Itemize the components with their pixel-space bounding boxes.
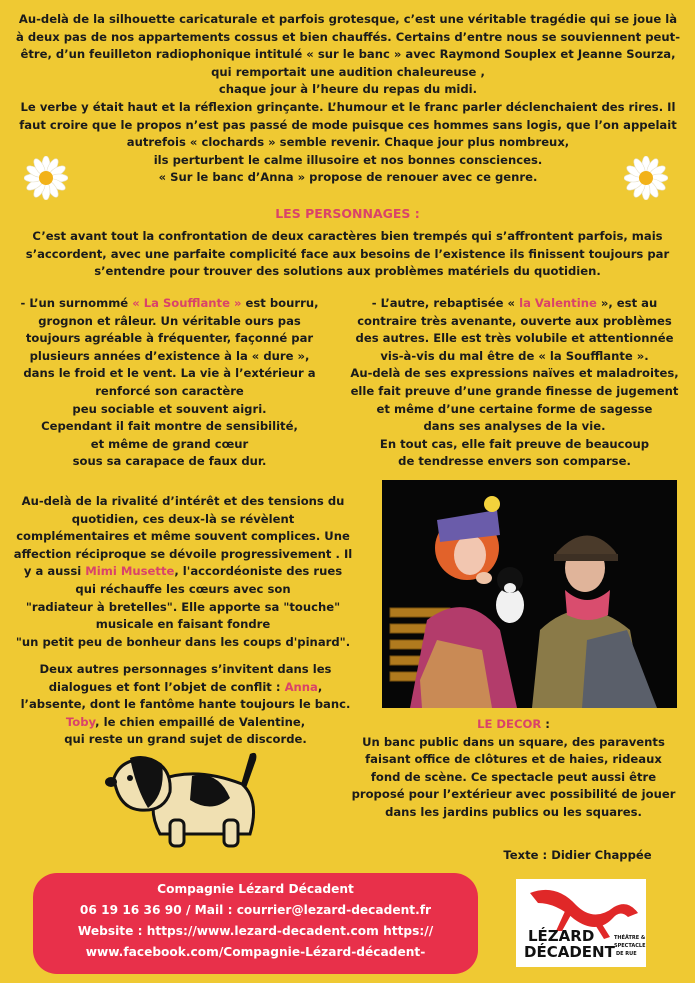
autres-line: l’absente, dont le fantôme hante toujours le banc. bbox=[20, 697, 351, 712]
valentine-line: vis-à-vis du mal être de « la Soufflante ». bbox=[380, 348, 649, 363]
intro-line: faut croire que le propos n’est pas passé de mode puisque ces hommes sans logis, que l’on appelait bbox=[19, 117, 677, 132]
valentine-line: En tout cas, elle fait preuve de beaucoup bbox=[379, 436, 650, 451]
text-credit: Texte : Didier Chappée bbox=[503, 848, 652, 862]
intro-line: être, d’un feuilleton radiophonique intitulé « sur le banc » avec Raymond Souplex et Jeanne Sourza, bbox=[20, 47, 676, 62]
daisy-left-icon bbox=[24, 156, 68, 200]
soufflante-prefix: - L’un surnommé bbox=[20, 296, 129, 310]
intro-line: Le verbe y était haut et la réflexion grinçante. L’humour et le franc parler déclenchaient des rires. Il bbox=[20, 99, 676, 114]
intro-line: autrefois « clochards » semble revenir. Chaque jour plus nombreux, bbox=[126, 135, 570, 150]
autres-line: qui reste un grand sujet de discorde. bbox=[64, 732, 307, 747]
decor-title: LE DECOR bbox=[477, 717, 542, 731]
soufflante-line: renforcé son caractère bbox=[95, 383, 244, 398]
rivalite-line: "un petit peu de bonheur dans les coups d'pinard". bbox=[15, 634, 351, 649]
soufflante-line: grognon et râleur. Un véritable ours pas bbox=[38, 313, 301, 328]
soufflante-line: peu sociable et souvent aigri. bbox=[72, 401, 267, 416]
personnages-title: LES PERSONNAGES : bbox=[275, 206, 420, 221]
logo-word-decadent: DÉCADENT bbox=[524, 943, 615, 961]
stage-scene-image bbox=[382, 480, 677, 708]
autres-line: Deux autres personnages s’invitent dans les bbox=[39, 662, 332, 676]
intro-paragraph bbox=[8, 11, 688, 187]
autres-toby-line bbox=[8, 714, 363, 732]
rivalite-line: qui réchauffe les cœurs avec son bbox=[75, 581, 291, 596]
mimi-prefix: y a aussi bbox=[23, 564, 82, 579]
valentine-first-line bbox=[338, 295, 691, 313]
valentine-name: la Valentine bbox=[519, 296, 597, 310]
decor-line: fond de scène. Ce spectacle peut aussi être bbox=[370, 769, 657, 784]
rivalite-line: "radiateur à bretelles". Elle apporte sa "touche" bbox=[25, 599, 341, 614]
soufflante-line: plusieurs années d’existence à la « dure », bbox=[29, 348, 310, 363]
rivalite-line: Au-delà de la rivalité d’intérêt et des tensions du bbox=[21, 494, 345, 508]
decor-section bbox=[336, 716, 691, 822]
stage-photo bbox=[382, 480, 677, 708]
company-logo bbox=[516, 879, 646, 967]
autres-anna-line bbox=[8, 679, 363, 697]
logo-tagline-3: DE RUE bbox=[616, 951, 637, 957]
valentine-line: et même d’une certaine forme de sagesse bbox=[376, 401, 653, 416]
soufflante-first-line bbox=[2, 295, 337, 313]
logo-tagline-1: THÉÂTRE & bbox=[614, 935, 646, 941]
personnages-intro-line: C’est avant tout la confrontation de deux caractères bien trempés qui s’affrontent parfois, mais bbox=[32, 229, 663, 243]
facebook-link[interactable]: www.facebook.com/Compagnie-Lézard-décadent- bbox=[85, 945, 426, 959]
rivalite-line: affection réciproque se dévoile progressivement . Il bbox=[13, 546, 353, 561]
mimi-line bbox=[8, 563, 358, 581]
company-name: Compagnie Lézard Décadent bbox=[157, 882, 354, 896]
valentine-suffix: », est au bbox=[600, 296, 658, 310]
valentine-line: dans ses analyses de la vie. bbox=[423, 419, 606, 434]
mimi-name: Mimi Musette bbox=[85, 564, 175, 579]
valentine-line: elle fait preuve d’une grande finesse de jugement bbox=[350, 383, 679, 398]
decor-line: dans les jardins publics ou les squares. bbox=[385, 804, 642, 819]
soufflante-description bbox=[2, 295, 337, 471]
soufflante-line: toujours agréable à fréquenter, façonné par bbox=[25, 331, 314, 346]
lizard-logo-icon bbox=[516, 879, 646, 967]
decor-line: proposé pour l’extérieur avec possibilité de jouer bbox=[351, 787, 676, 802]
mimi-suffix: , l'accordéoniste des rues bbox=[174, 564, 343, 579]
soufflante-name: « La Soufflante » bbox=[132, 296, 242, 310]
intro-line: à deux pas de nos appartements cossus et bien chauffés. Certains d’entre nous se souviennent peut- bbox=[15, 29, 681, 44]
intro-line: qui remportait une audition chaleureuse , bbox=[211, 64, 485, 79]
valentine-line: Au-delà de ses expressions naïves et maladroites, bbox=[350, 366, 679, 381]
phone-mail[interactable]: 06 19 16 36 90 / Mail : courrier@lezard-decadent.fr bbox=[79, 903, 432, 917]
decor-title-colon: : bbox=[541, 717, 550, 731]
rivalite-paragraph bbox=[8, 493, 358, 651]
toby-name: Toby bbox=[65, 714, 96, 729]
personnages-intro bbox=[10, 228, 685, 281]
intro-line: « Sur le banc d’Anna » propose de renouer avec ce genre. bbox=[158, 170, 538, 185]
anna-suffix: , bbox=[317, 679, 323, 694]
anna-name: Anna bbox=[284, 679, 318, 694]
intro-line: Au-delà de la silhouette caricaturale et parfois grotesque, c’est une véritable tragédie qui se joue là bbox=[18, 12, 678, 26]
soufflante-line: sous sa carapace de faux dur. bbox=[72, 454, 267, 469]
personnages-intro-line: s’entendre pour trouver des solutions aux problèmes matériels du quotidien. bbox=[94, 264, 601, 279]
soufflante-line: Cependant il fait montre de sensibilité, bbox=[41, 419, 298, 434]
website-link[interactable]: Website : https://www.lezard-decadent.com https:// bbox=[77, 924, 434, 938]
logo-tagline-2: SPECTACLE bbox=[614, 943, 646, 949]
valentine-description bbox=[338, 295, 691, 471]
rivalite-line: quotidien, ces deux-là se révèlent bbox=[71, 511, 295, 526]
rivalite-line: musicale en faisant fondre bbox=[95, 617, 271, 632]
valentine-line: contraire très avenante, ouverte aux problèmes bbox=[357, 313, 672, 328]
soufflante-line: et même de grand cœur bbox=[90, 436, 249, 451]
soufflante-suffix: est bourru, bbox=[245, 296, 319, 310]
autres-personnages-paragraph bbox=[8, 661, 363, 749]
personnages-intro-line: s’accordent, avec une parfaite complicité face aux besoins de l’existence ils finissent toujours par bbox=[25, 246, 670, 261]
daisy-right-icon bbox=[624, 156, 668, 200]
intro-line: chaque jour à l’heure du repas du midi. bbox=[218, 82, 478, 97]
decor-line: Un banc public dans un square, des paravents bbox=[362, 734, 665, 749]
valentine-prefix: - L’autre, rebaptisée « bbox=[371, 296, 516, 310]
intro-line: ils perturbent le calme illusoire et nos bonnes consciences. bbox=[153, 152, 543, 167]
decor-title-line bbox=[336, 716, 691, 734]
valentine-line: des autres. Elle est très volubile et attentionnée bbox=[355, 331, 674, 346]
dog-illustration-icon bbox=[100, 748, 270, 848]
decor-line: faisant office de clôtures et de haies, rideaux bbox=[365, 752, 662, 767]
contact-box bbox=[33, 873, 478, 974]
soufflante-line: dans le froid et le vent. La vie à l’extérieur a bbox=[23, 366, 316, 381]
logo-word-lezard: LÉZARD bbox=[528, 927, 595, 945]
valentine-line: de tendresse envers son comparse. bbox=[398, 454, 631, 469]
autres-prefix: dialogues et font l’objet de conflit : bbox=[48, 679, 281, 694]
toby-suffix: , le chien empaillé de Valentine, bbox=[95, 714, 306, 729]
rivalite-line: complémentaires et même souvent complices. Une bbox=[16, 529, 350, 544]
